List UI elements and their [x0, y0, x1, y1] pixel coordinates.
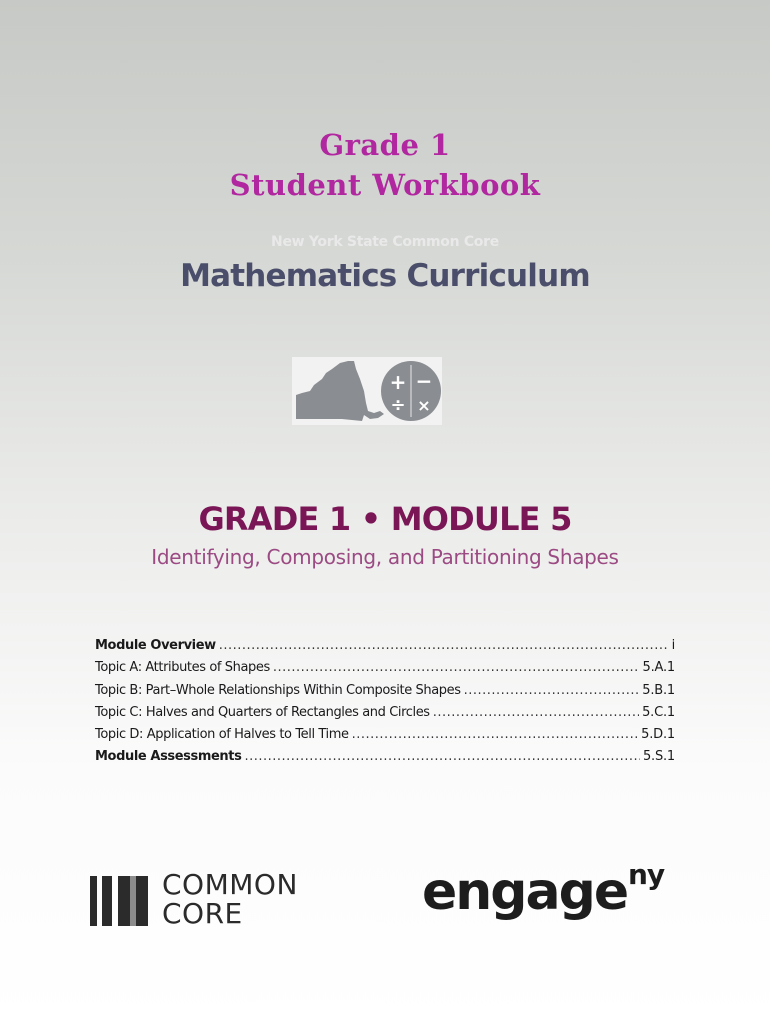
toc-label: Module Assessments	[95, 749, 242, 765]
toc-page: 5.D.1	[641, 727, 675, 743]
workbook-title: Student Workbook	[229, 168, 541, 202]
toc-row-topic-c	[95, 705, 675, 727]
module-title: GRADE 1 • MODULE 5	[198, 500, 572, 538]
toc-label: Topic B: Part–Whole Relationships Within Composite Shapes	[95, 682, 461, 698]
common-core-bars-icon	[88, 872, 152, 928]
toc-leader	[433, 705, 639, 720]
series-subtitle: New York State Common Core	[271, 234, 499, 250]
toc-label: Topic C: Halves and Quarters of Rectangles and Circles	[95, 704, 430, 720]
table-of-contents	[95, 638, 675, 772]
math-operations-icon	[381, 361, 441, 421]
toc-row-module-overview	[95, 638, 675, 660]
grade-title: Grade 1	[319, 128, 451, 162]
toc-leader	[219, 638, 669, 653]
toc-row-topic-a	[95, 660, 675, 682]
engageny-wordmark: engage	[422, 862, 628, 922]
svg-text:+: +	[389, 370, 407, 394]
toc-leader	[244, 749, 640, 764]
toc-page: 5.A.1	[642, 660, 675, 676]
svg-text:×: ×	[417, 396, 431, 415]
toc-label: Topic A: Attributes of Shapes	[95, 660, 270, 676]
toc-page: i	[671, 638, 675, 653]
new-york-state-map-icon	[292, 357, 442, 425]
toc-row-topic-b	[95, 683, 675, 705]
toc-leader	[464, 683, 640, 698]
toc-row-module-assessments	[95, 749, 675, 771]
engageny-superscript: ny	[628, 858, 665, 891]
toc-leader	[273, 660, 640, 675]
common-core-logo	[88, 872, 152, 928]
toc-page: 5.S.1	[642, 749, 675, 765]
nys-math-logo	[292, 357, 442, 425]
module-subtitle: Identifying, Composing, and Partitioning Shapes	[151, 545, 619, 569]
curriculum-title: Mathematics Curriculum	[180, 258, 590, 294]
toc-label: Topic D: Application of Halves to Tell Time	[95, 727, 349, 743]
svg-text:÷: ÷	[390, 395, 406, 416]
toc-label: Module Overview	[95, 638, 216, 653]
toc-page: 5.B.1	[642, 682, 675, 698]
toc-leader	[352, 727, 639, 742]
common-core-wordmark-line2: CORE	[162, 897, 243, 930]
svg-text:−: −	[415, 369, 433, 393]
toc-page: 5.C.1	[642, 704, 675, 720]
common-core-wordmark-line1: COMMON	[162, 868, 298, 901]
toc-row-topic-d	[95, 727, 675, 749]
